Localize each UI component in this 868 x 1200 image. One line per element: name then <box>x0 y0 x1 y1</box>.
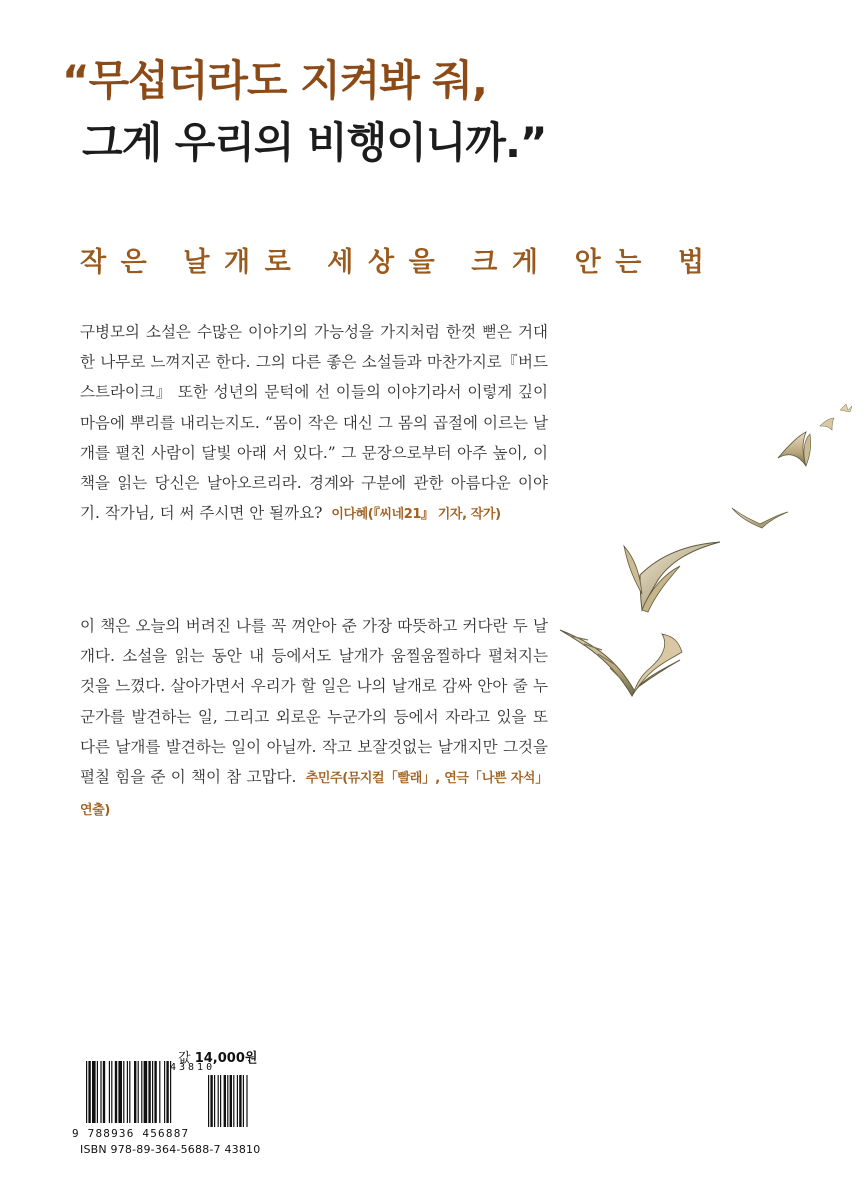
tagline-char: 날 <box>183 247 210 278</box>
review-2-credit: 추민주(뮤지컬「빨래」, 연극「나쁜 자석」 연출) <box>80 771 549 819</box>
tagline <box>80 240 704 279</box>
wing-pair-tiny <box>820 404 852 430</box>
wing-pair-small <box>732 508 788 528</box>
tagline-char: 로 <box>264 247 291 278</box>
review-1-text: 구병모의 소설은 수많은 이야기의 가능성을 가지처럼 한껏 뻗은 거대한 나무로 느껴지곤 한다. 그의 다른 좋은 소설들과 마찬가지로『버드 스트라이크』 또한 성년의 문턱에 선 이들의 이야기라서 이렇게 깊이 마음에 뿌리를 내리는지도. “몸이 작은 대신 그 몸의 곱절에 이르는 날개를 펼친 사람이 달빛 아래 서 있다.” 그 문장으로부터 아주 높이, 이 책을 읽는 당신은 날아오르리라. 경계와 구분에 관한 아름다운 이야기. 작가님, 더 써 주시면 안 될까요? <box>80 323 548 523</box>
review-2 <box>80 611 548 826</box>
review-1 <box>80 317 548 530</box>
headline-line-1: “무섭더라도 지켜봐 줘, <box>62 56 487 105</box>
tagline-char: 은 <box>120 247 147 278</box>
review-2-text: 이 책은 오늘의 버려진 나를 꼭 껴안아 준 가장 따뜻하고 커다란 두 날개다. 소설을 읽는 동안 내 등에서도 날개가 움찔움찔하다 펼쳐지는 것을 느꼈다. 살아가면서 우리가 할 일은 나의 날개로 감싸 안아 줄 누군가를 발견하는 일, 그리고 외로운 누군가의 등에서 자라고 있을 또 다른 날개를 발견하는 일이 아닐까. 작고 보잘것없는 날개지만 그것을 펼칠 힘을 준 이 책이 참 고맙다. <box>80 617 548 787</box>
tagline-char: 크 <box>471 247 498 278</box>
wing-pair-upper <box>778 432 811 466</box>
headline-quote <box>62 50 547 174</box>
tagline-char: 법 <box>677 247 704 278</box>
barcode-ean-digits: 9 788936 456887 <box>72 1127 190 1140</box>
tagline-char: 작 <box>80 247 107 278</box>
review-1-credit: 이다혜(『씨네21』 기자, 작가) <box>331 507 501 523</box>
wing-pair-medium <box>624 542 720 612</box>
flying-wings-illustration <box>540 390 868 720</box>
tagline-char: 는 <box>615 247 642 278</box>
headline-line-2: 그게 우리의 비행이니까.” <box>82 118 547 167</box>
tagline-char: 을 <box>408 247 435 278</box>
tagline-char: 세 <box>327 247 354 278</box>
tagline-char: 안 <box>574 247 601 278</box>
tagline-char: 게 <box>511 247 538 278</box>
price-value: 14,000원 <box>194 1051 258 1066</box>
tagline-char: 개 <box>223 247 251 278</box>
wing-pair-large <box>560 630 682 696</box>
price-label: 값 <box>178 1051 191 1066</box>
isbn-number: ISBN 978-89-364-5688-7 43810 <box>80 1143 261 1156</box>
tagline-char: 상 <box>367 247 395 278</box>
barcode-addon-digits: 43810 <box>170 1062 216 1073</box>
